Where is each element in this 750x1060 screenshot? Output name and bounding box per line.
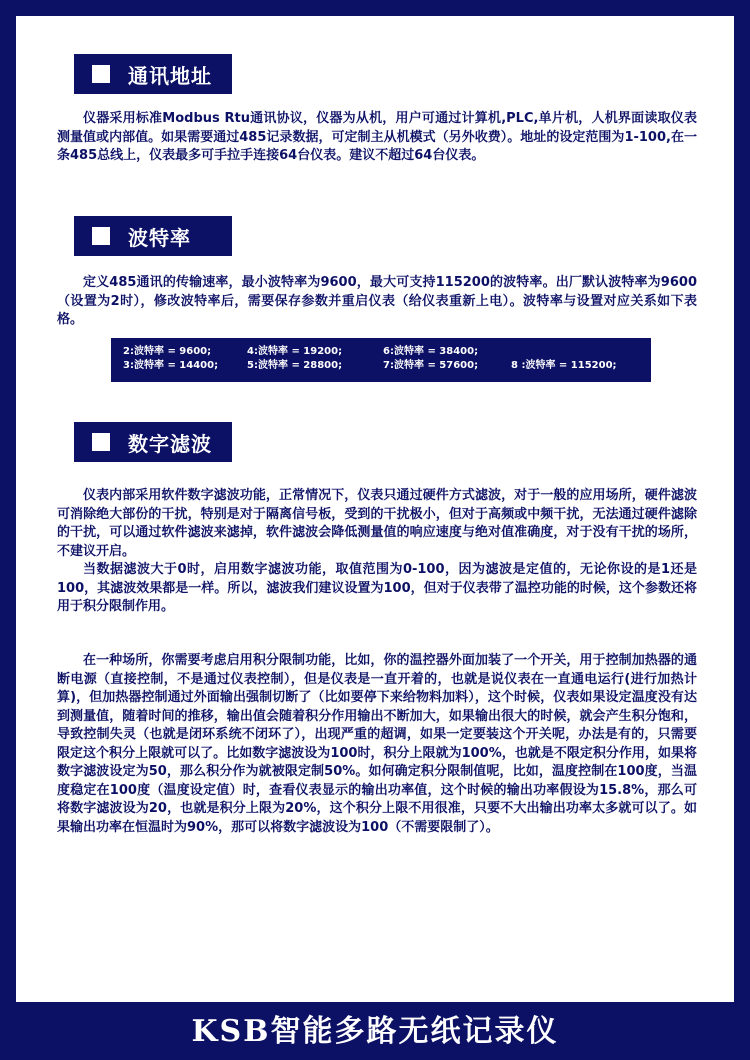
baud-cell: 2:波特率 = 9600;	[123, 346, 212, 357]
square-icon	[92, 65, 110, 83]
baud-cell: 6:波特率 = 38400;	[383, 346, 479, 357]
square-icon	[92, 227, 110, 245]
integral-limit-description: 在一种场所，你需要考虑启用积分限制功能，比如，你的温控器外面加装了一个开关，用于控制加热器的通断电源（直接控制，不是通过仪表控制），但是仪表是一直开着的，也就是说仪表在一直通电运行(进行加热计算)，但加热器控制通过外面输出强制切断了（比如要停下来给物料加料），这个时候，仪表如果设定温度没有达到测量值，随着时间的推移，输出值会随着积分作用输出不断加大，如果输出很大的时候，就会产生积分饱和，导致控制失灵（也就是闭环系统不闭环了），出现严重的超调，如果一定要装这个开关呢，办法是有的，只需要限定这个积分上限就可以了。比如数字滤波设为100时，积分上限就为100%，也就是不限定积分作用，如果将数字滤波设定为50，那么积分作为就被限定制50%。如何确定积分限制值呢，比如，温度控制在100度，当温度稳定在100度（温度设定值）时，查看仪表显示的输出功率值，这个时候的输出功率假设为15.8%，那么可将数字滤波设为20，也就是积分上限为20%，这个积分上限不用很准，只要不大出输出功率太多就可以了。如果输出功率在恒温时为90%，那可以将数字滤波设为100（不需要限制了）。	[57, 653, 697, 835]
baud-cell: 8 :波特率 = 115200;	[511, 360, 617, 371]
section-header-filter	[74, 422, 232, 462]
section-title-baud: 波特率	[128, 225, 191, 250]
address-description: 仪器采用标准Modbus Rtu通讯协议，仪器为从机，用户可通过计算机,PLC,单片机，人机界面读取仪表测量值或内部值。如果需要通过485记录数据，可定制主从机模式（另外收费）。地址的设定范围为1-100,在一条485总线上，仪表最多可手拉手连接64台仪表。建议不超过64台仪表。	[57, 111, 697, 163]
filter-description	[57, 487, 697, 617]
baud-table	[111, 338, 651, 382]
filter-paragraph-2: 当数据滤波大于0时，启用数字滤波功能，取值范围为0-100，因为滤波是定值的，无论你设的是1还是100，其滤波效果都是一样。所以，滤波我们建议设置为100，但对于仪表带了温控功能的时候，这个参数还将用于积分限制作用。	[57, 562, 697, 614]
baud-cell: 5:波特率 = 28800;	[247, 360, 343, 371]
filter-paragraph-1: 仪表内部采用软件数字滤波功能，正常情况下，仪表只通过硬件方式滤波，对于一般的应用场所，硬件滤波可消除绝大部份的干扰，特别是对于隔离信号板，受到的干扰极小，但对于高频或中频干扰，无法通过硬件滤除的干扰，可以通过软件滤波来滤掉，软件滤波会降低测量值的响应速度与绝对值准确度，对于没有干扰的场所，不建议开启。	[57, 488, 697, 559]
section-title-address: 通讯地址	[128, 63, 212, 88]
section-header-baud	[74, 216, 232, 256]
baud-table-row	[123, 359, 651, 373]
footer-title: KSB智能多路无纸记录仪	[191, 1014, 559, 1049]
baud-description: 定义485通讯的传输速率，最小波特率为9600，最大可支持115200的波特率。出厂默认波特率为9600（设置为2时），修改波特率后，需要保存参数并重启仪表（给仪表重新上电）。波特率与设置对应关系如下表格。	[57, 275, 697, 327]
baud-table-row	[123, 345, 651, 359]
baud-cell: 3:波特率 = 14400;	[123, 360, 219, 371]
square-icon	[92, 433, 110, 451]
section-title-filter: 数字滤波	[128, 431, 212, 456]
section-header-address	[74, 54, 232, 94]
baud-cell: 7:波特率 = 57600;	[383, 360, 479, 371]
baud-cell: 4:波特率 = 19200;	[247, 346, 343, 357]
